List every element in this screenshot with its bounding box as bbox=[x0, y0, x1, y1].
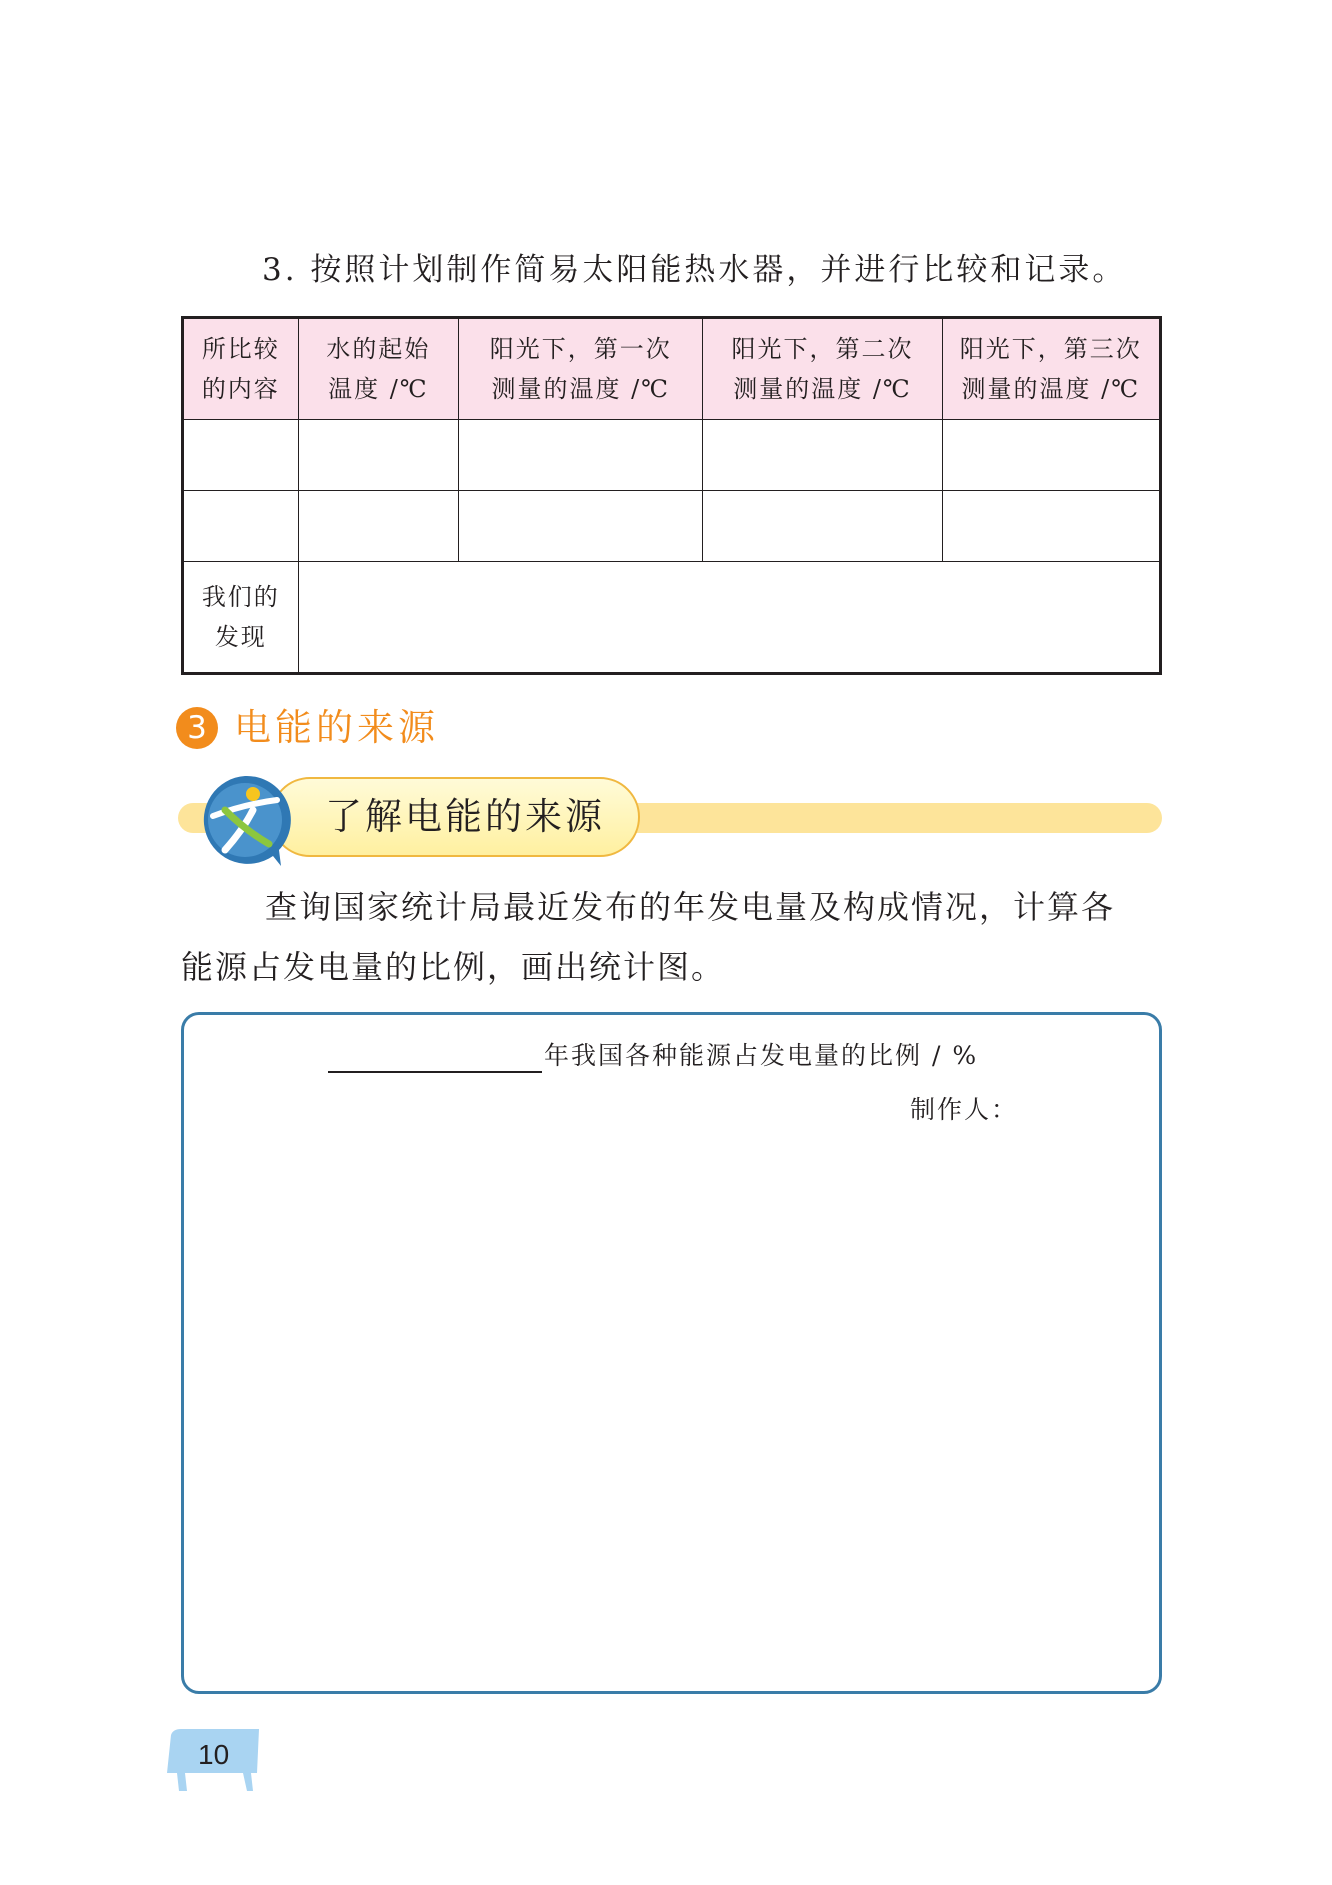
section-number: 3 bbox=[176, 707, 218, 749]
header-first-measure: 阳光下，第一次 测量的温度 /℃ bbox=[459, 318, 703, 420]
maker-label: 制作人： bbox=[910, 1095, 1019, 1124]
header-second-measure: 阳光下，第二次 测量的温度 /℃ bbox=[703, 318, 942, 420]
table-cell[interactable] bbox=[183, 420, 299, 491]
header-compare-content: 所比较 的内容 bbox=[183, 318, 299, 420]
person-badge-icon bbox=[195, 770, 295, 870]
table-cell[interactable] bbox=[942, 491, 1160, 562]
table-cell[interactable] bbox=[298, 420, 458, 491]
step-title: 3. 按照计划制作简易太阳能热水器，并进行比较和记录。 bbox=[262, 252, 1127, 288]
table-cell[interactable] bbox=[459, 491, 703, 562]
instruction-line-1: 查询国家统计局最近发布的年发电量及构成情况，计算各 bbox=[265, 888, 1116, 926]
findings-row bbox=[183, 562, 1161, 674]
page-number: 10 bbox=[198, 1739, 230, 1770]
section-title: 电能的来源 bbox=[234, 706, 439, 749]
year-blank-line[interactable] bbox=[328, 1071, 542, 1073]
table-row bbox=[183, 420, 1161, 491]
header-third-measure: 阳光下，第三次 测量的温度 /℃ bbox=[942, 318, 1160, 420]
findings-cell[interactable] bbox=[298, 562, 1160, 674]
header-start-temp: 水的起始 温度 /℃ bbox=[298, 318, 458, 420]
table-cell[interactable] bbox=[703, 420, 942, 491]
table-header-row bbox=[183, 318, 1161, 420]
table-cell[interactable] bbox=[703, 491, 942, 562]
instruction-line-2: 能源占发电量的比例，画出统计图。 bbox=[181, 948, 726, 986]
table-cell[interactable] bbox=[183, 491, 299, 562]
findings-label: 我们的 发现 bbox=[183, 562, 299, 674]
table-cell[interactable] bbox=[942, 420, 1160, 491]
table-row bbox=[183, 491, 1161, 562]
activity-label: 了解电能的来源 bbox=[325, 795, 605, 838]
table-cell[interactable] bbox=[459, 420, 703, 491]
table-cell[interactable] bbox=[298, 491, 458, 562]
chart-caption: 年我国各种能源占发电量的比例 / % bbox=[544, 1041, 979, 1070]
record-table bbox=[181, 316, 1162, 675]
